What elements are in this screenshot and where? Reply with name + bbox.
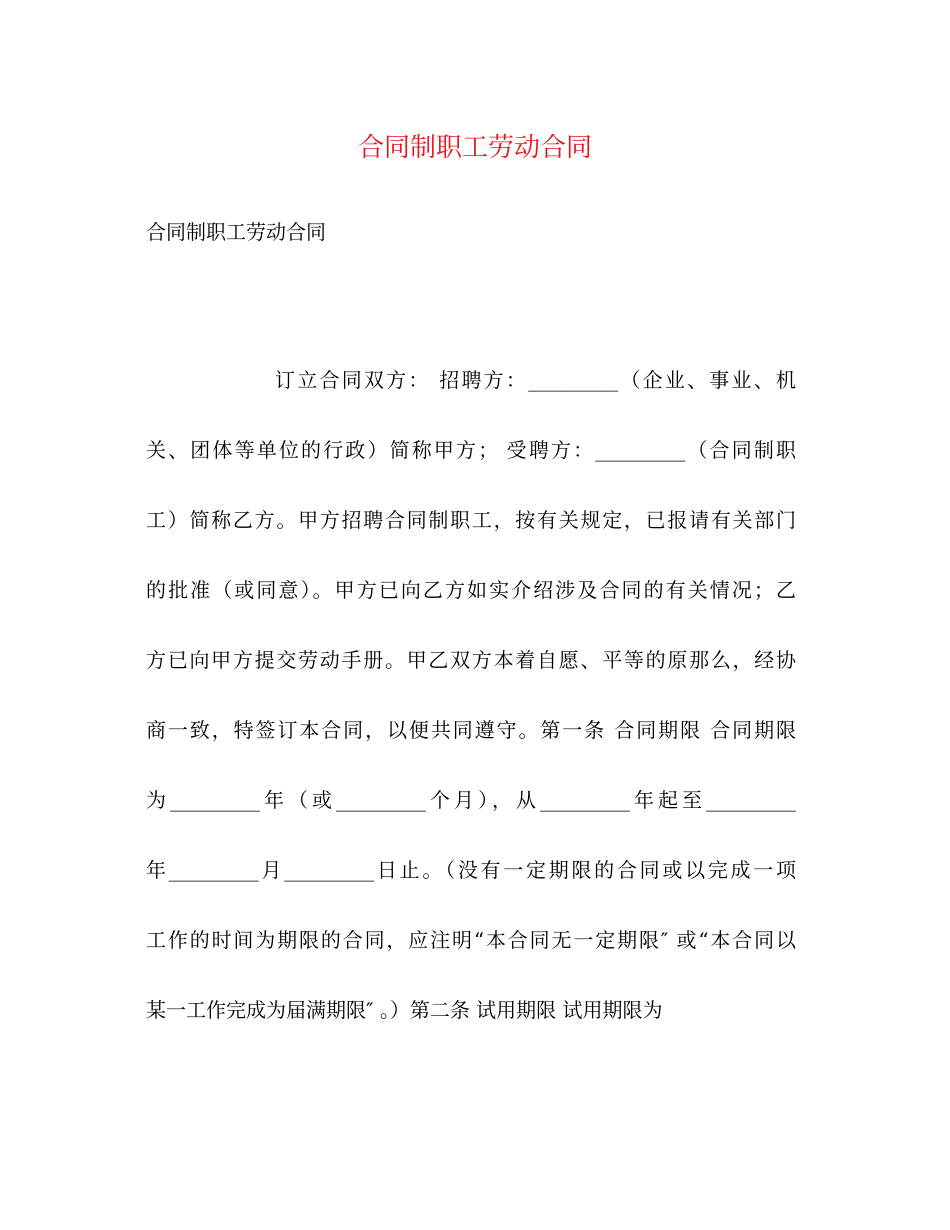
body-line-5: 方已向甲方提交劳动手册。甲乙双方本着自愿、平等的原那么，经协 [146,648,796,672]
body-line-1: 订立合同双方： 招聘方：_________（企业、事业、机 [275,368,796,392]
body-line-8: 年_________月_________日止。（没有一定期限的合同或以完成一项 [146,858,796,882]
body-line-2: 关、团体等单位的行政）简称甲方； 受聘方：_________（合同制职 [146,438,796,462]
body-line-3: 工）简称乙方。甲方招聘合同制职工，按有关规定，已报请有关部门 [146,508,796,532]
body-line-10: 某一工作完成为届满期限″ 。）第二条 试用期限 试用期限为 [146,998,663,1022]
body-line-4: 的批准（或同意）。甲方已向乙方如实介绍涉及合同的有关情况；乙 [146,578,796,602]
body-line-6: 商一致，特签订本合同，以便共同遵守。第一条 合同期限 合同期限 [146,718,796,742]
document-subtitle: 合同制职工劳动合同 [146,220,326,244]
body-line-9: 工作的时间为期限的合同，应注明“本合同无一定期限″ 或“本合同以 [146,928,796,952]
body-line-7: 为_________年（或_________个月），从_________年起至_________ [146,788,796,812]
document-title: 合同制职工劳动合同 [357,133,592,163]
